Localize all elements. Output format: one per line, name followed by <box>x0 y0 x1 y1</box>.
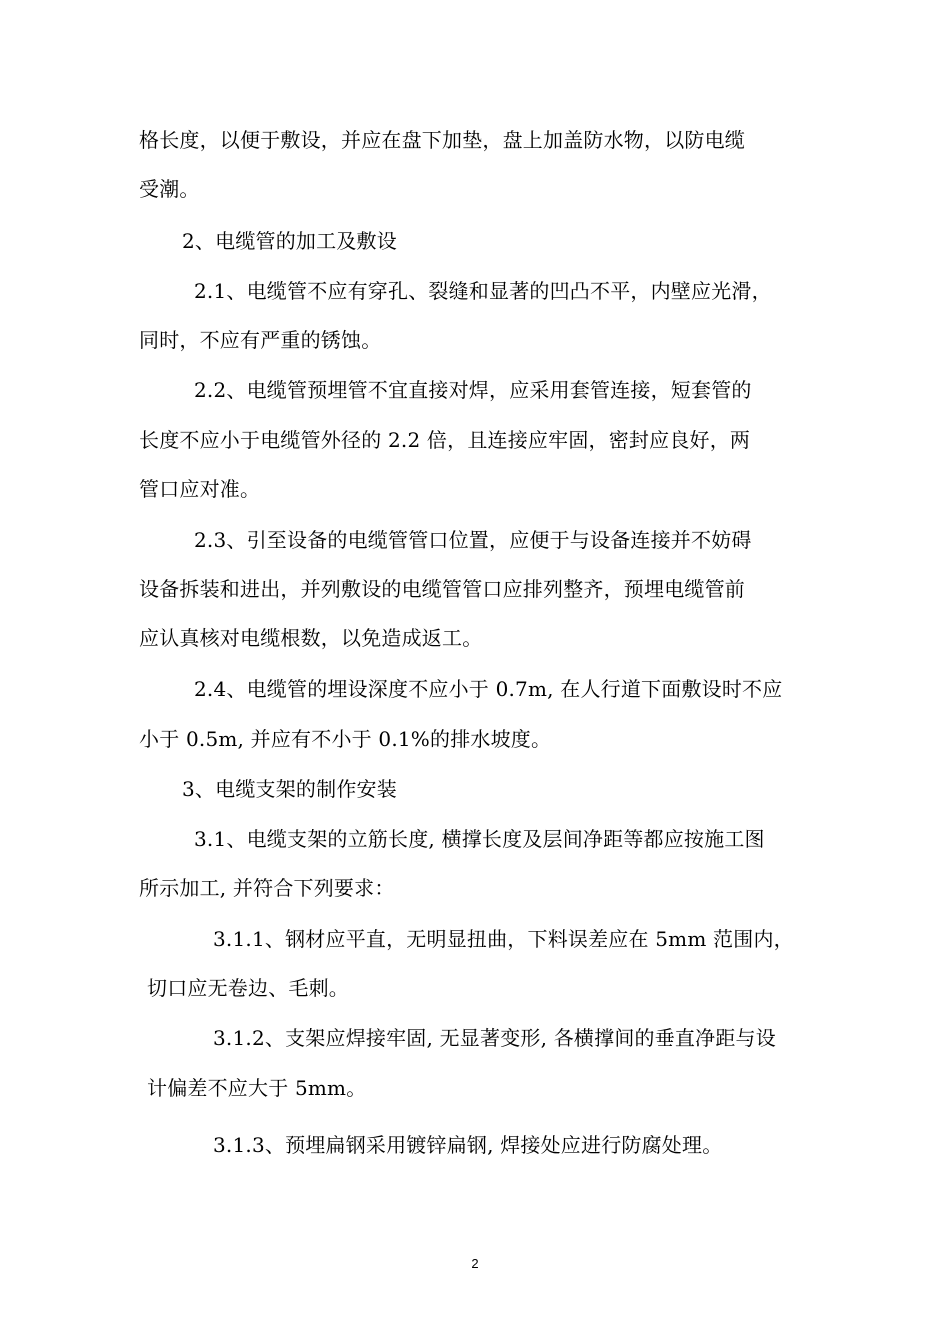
section-heading: 3、电缆支架的制作安装 <box>182 777 397 801</box>
text-line: 管口应对准。 <box>139 477 261 501</box>
text-line: 同时，不应有严重的锈蚀。 <box>139 328 382 352</box>
text-line: 3.1.1、钢材应平直，无明显扭曲，下料误差应在 5mm 范围内， <box>213 927 794 951</box>
text-line: 2.2、电缆管预埋管不宜直接对焊，应采用套管连接，短套管的 <box>194 378 752 402</box>
text-line: 长度不应小于电缆管外径的 2.2 倍，且连接应牢固，密封应良好，两 <box>139 428 751 452</box>
text-line: 受潮。 <box>139 177 200 201</box>
text-line: 3.1.2、支架应焊接牢固, 无显著变形, 各横撑间的垂直净距与设 <box>213 1026 776 1050</box>
text-line: 切口应无卷边、毛刺。 <box>147 976 349 1000</box>
text-line: 设备拆装和进出，并列敷设的电缆管管口应排列整齐，预埋电缆管前 <box>139 577 745 601</box>
text-line: 所示加工, 并符合下列要求： <box>139 876 395 900</box>
text-line: 3.1.3、预埋扁钢采用镀锌扁钢, 焊接处应进行防腐处理。 <box>213 1133 723 1157</box>
text-line: 格长度，以便于敷设，并应在盘下加垫，盘上加盖防水物，以防电缆 <box>139 128 745 152</box>
text-line: 2.3、引至设备的电缆管管口位置，应便于与设备连接并不妨碍 <box>194 528 752 552</box>
text-line: 计偏差不应大于 5mm。 <box>147 1076 367 1100</box>
text-line: 2.4、电缆管的埋设深度不应小于 0.7m, 在人行道下面敷设时不应 <box>194 677 783 701</box>
page-number: 2 <box>471 1256 479 1271</box>
text-line: 应认真核对电缆根数，以免造成返工。 <box>139 626 483 650</box>
text-line: 2.1、电缆管不应有穿孔、裂缝和显著的凹凸不平，内壁应光滑， <box>194 279 772 303</box>
text-line: 小于 0.5m, 并应有不小于 0.1%的排水坡度。 <box>139 727 552 751</box>
section-heading: 2、电缆管的加工及敷设 <box>182 229 397 253</box>
text-line: 3.1、电缆支架的立筋长度, 横撑长度及层间净距等都应按施工图 <box>194 827 765 851</box>
